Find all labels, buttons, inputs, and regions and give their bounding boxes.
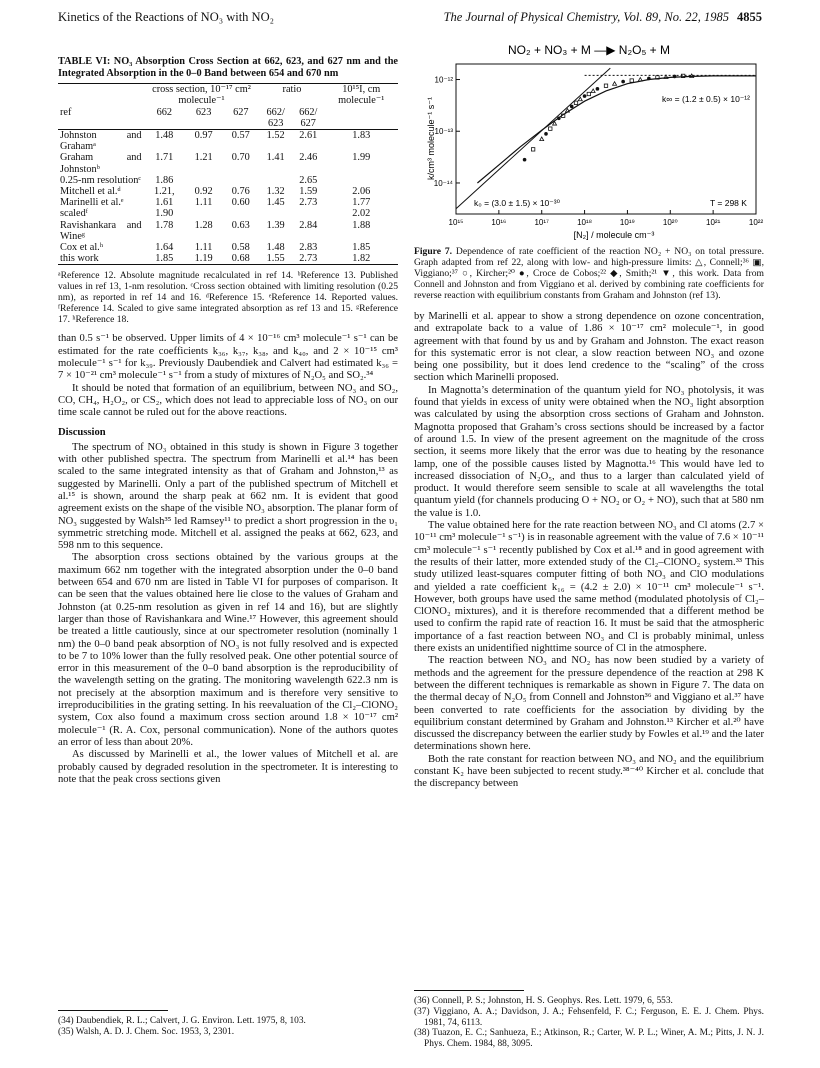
- data-point: [570, 105, 574, 109]
- figure-title: NO₂ + NO₃ + M —▶ N₂O₅ + M: [508, 43, 670, 57]
- x-tick-label: 10¹⁶: [491, 218, 507, 227]
- table-cell-ref: 0.25-nm resolutionᶜ: [60, 174, 141, 186]
- x-tick-label: 10¹⁸: [577, 218, 593, 227]
- table-cell-value: 1.45: [266, 197, 285, 209]
- table-cell-value: 1.59: [299, 186, 318, 198]
- data-point: [587, 92, 590, 95]
- table-cell-ref: scaledᶠ: [60, 208, 88, 220]
- table-caption: TABLE VI: NO₃ Absorption Cross Section at 662, 623, and 627 nm and the Integrated Absorption in the 0–0 Band between 654 and 670 nm: [58, 56, 398, 79]
- x-tick-label: 10²¹: [706, 218, 721, 227]
- data-point: [549, 127, 552, 130]
- table-cell-value: 0.76: [231, 186, 250, 198]
- running-header: [58, 10, 762, 26]
- table-row: [58, 208, 398, 219]
- table-head-integrated: 10¹⁵I, cm molecule⁻¹: [325, 84, 398, 107]
- table-cell-value: 1.99: [352, 152, 371, 164]
- footnote-rule-right: [414, 990, 524, 991]
- temperature-label: T = 298 K: [710, 198, 747, 208]
- header-journal-name: The Journal of Physical Chemistry, Vol. 89, No. 22, 1985: [443, 10, 729, 24]
- paragraph: In Magnotta’s determination of the quantum yield for NO₃ photolysis, it was found that yields in excess of unity were obtained when the NO₃ light absorption was calculated by using the absorption cross sections of Graham and Johnston. Magnotta proposed that Graham’s cross sections should be increased by a factor of around 1.5. In view of the present agreement on the magnitude of the cross section, it seems more likely that the error was due to heating by the resonance lamp, one of the possible causes listed by Magnotta.¹⁶ This would have led to increased dissociation of N₂O₅, and thus to a larger than calculated yield of product. It would therefore seem sensible to scale at all wavelengths the total quantum yield (for channels producing O + NO₂ or O₂ + NO), such that at 580 nm the value is 1.0.: [414, 384, 764, 519]
- table-cell-value: 2.83: [299, 242, 318, 254]
- data-point: [604, 84, 607, 87]
- k-zero-label: k₀ = (3.0 ± 1.5) × 10⁻³⁰: [474, 198, 561, 208]
- table-cell-value: 2.65: [299, 174, 318, 186]
- header-left-title: Kinetics of the Reactions of NO₃ with NO₂: [58, 10, 274, 24]
- table-row: [58, 197, 398, 208]
- table-cell-value: 1.71: [155, 152, 174, 164]
- y-axis-label: k/cm³ molecule⁻¹ s⁻¹: [426, 96, 436, 180]
- right-column: [414, 40, 764, 791]
- table-cell-value: [325, 175, 398, 186]
- table-row: [58, 220, 398, 242]
- table-cell-value: [259, 175, 292, 186]
- table-cell-ref: Marinelli et al.ᵉ: [60, 197, 124, 209]
- data-points: [523, 74, 694, 162]
- figure-7: [414, 40, 764, 240]
- table-cell-value: 0.92: [194, 186, 213, 198]
- table-head-col: 627: [222, 107, 259, 130]
- table-head-cross-section: cross section, 10⁻¹⁷ cm² molecule⁻¹: [144, 84, 260, 107]
- x-tick-label: 10²⁰: [662, 218, 678, 227]
- x-tick-label: 10¹⁵: [448, 218, 464, 227]
- table-cell-value: 1.19: [185, 253, 222, 265]
- paragraph: Both the rate constant for reaction between NO₃ and NO₂ and the equilibrium constant K₂ have been subjected to recent study.³⁸⁻⁴⁰ Kircher et al. conclude that the discrepancy between: [414, 753, 764, 790]
- data-point: [647, 77, 651, 81]
- table-vi: [58, 83, 398, 265]
- k-infinity-label: k∞ = (1.2 ± 0.5) × 10⁻¹²: [662, 94, 750, 104]
- table-cell-value: [222, 208, 259, 219]
- table-cell-value: 1.39: [266, 219, 285, 231]
- table-cell-value: 1.61: [155, 197, 174, 209]
- table-cell-value: 0.97: [194, 130, 213, 141]
- references-right: [414, 996, 764, 1050]
- table-cell-value: 2.73: [299, 197, 318, 209]
- table-cell-value: [185, 208, 222, 219]
- figure-caption: [414, 246, 764, 301]
- table-cell-value: 2.84: [299, 219, 318, 231]
- page-number: 4855: [737, 10, 762, 24]
- x-axis-label: [N₂] / molecule cm⁻³: [573, 230, 655, 240]
- table-cell-value: 1.21: [194, 152, 213, 164]
- table-cell-value: 1.48: [266, 242, 285, 254]
- table-cell-value: 0.60: [231, 197, 250, 209]
- table-cell-value: 1.21,: [154, 186, 175, 198]
- data-point: [523, 158, 527, 162]
- table-row: [58, 175, 398, 186]
- table-cell-value: 1.82: [325, 253, 398, 265]
- paragraph: The reaction between NO₃ and NO₂ has now been studied by a variety of methods and the agreement for the pressure dependence of the reaction at 298 K between the different techniques is remarkable as shown in Figure 7. The data on the thermal decay of N₂O₅ from Connell and Johnston³⁶ and Viggiano et al.³⁷ have been converted to rate coefficients for the association by dividing by the equilibrium constant determined by Graham and Johnston.¹³ Kircher et al.²⁰ have discussed the discrepancy between the earlier study by Fowles et al.¹⁹ and the later determinations shown here.: [414, 655, 764, 753]
- reference: (35) Walsh, A. D. J. Chem. Soc. 1953, 3, 2301.: [58, 1026, 235, 1037]
- table-cell-value: 1.88: [352, 219, 371, 231]
- figure-7-plot: [414, 40, 764, 240]
- table-cell-value: 1.11: [194, 242, 213, 254]
- y-tick-label: 10⁻¹²: [434, 75, 453, 85]
- header-journal: [444, 10, 762, 25]
- low-pressure-limit-line: [456, 68, 610, 209]
- table-head-col: 662/ 627: [292, 107, 325, 130]
- table-cell-value: 2.06: [352, 186, 371, 198]
- paragraph: The spectrum of NO₃ obtained in this study is shown in Figure 3 together with other published spectra. The spectrum from Marinelli et al.¹⁴ has been scaled to the same integrated intensity as that of Graham and Johnston,¹³ as suggested by Marinelli. Only a part of the published spectrum of Mitchell et al.¹⁵ is shown, around the sharp peak at 662 nm. It is evident that good agreement exists on the shape of the visible NO₃ absorption. The planar form of NO₃ suggested by Walsh³⁵ led Ramsey¹¹ to predict a short progression in the υ₁ symmetric stretching mode. Mitchell et al. assigned the peaks at 662, 623, and 598 nm to this sequence.: [58, 441, 398, 552]
- table-cell-ref: Johnston and Grahamᵃ: [60, 130, 142, 153]
- table-cell-ref: Mitchell et al.ᵈ: [60, 186, 121, 198]
- section-heading-discussion: Discussion: [58, 426, 106, 438]
- table-cell-value: 1.85: [352, 242, 371, 254]
- y-tick-label: 10⁻¹³: [434, 127, 453, 137]
- table-cell-value: 1.85: [144, 253, 185, 265]
- table-cell-ref: Ravishankara and Wineᵍ: [60, 219, 142, 242]
- data-point: [540, 137, 544, 141]
- data-point: [531, 148, 534, 151]
- paragraph: It should be noted that formation of an equilibrium, between NO₃ and SO₂, CO, CH₄, H₂O₂, or CS₂, which does not lead to appreciable loss of NO₃ on our time scale cannot be ruled out for the above reactions.: [58, 382, 398, 419]
- table-cell-value: 1.11: [194, 197, 213, 209]
- reference: (38) Tuazon, E. C.; Sanhueza, E.; Atkinson, R.; Carter, W. P. L.; Winer, A. M.; Pitts, J. N. J. Phys. Chem. 1984, 88, 3095.: [414, 1028, 764, 1050]
- fit-curve: [477, 76, 756, 183]
- x-tick-group: [449, 210, 764, 227]
- table-cell-value: [292, 208, 325, 219]
- paragraph: by Marinelli et al. appear to show a strong dependence on ozone concentration, and extrapolate back to a value of 1.86 × 10⁻¹⁷ cm² molecule⁻¹, in good agreement with that found by us and by Graham and Johnston. The exact reason for this systematic error is not clear, a slow reaction between NO₃ and ozone being one possibility, but it does lend credence to the “scaling” of the cross section which Marinelli proposed.: [414, 311, 764, 384]
- data-point: [574, 101, 577, 104]
- data-point: [544, 132, 548, 136]
- table-cell-ref: Cox et al.ʰ: [60, 242, 104, 254]
- table-cell-value: 0.58: [231, 242, 250, 254]
- fit-lines: [456, 68, 756, 209]
- table-cell-value: [222, 175, 259, 186]
- table-cell-value: 0.70: [231, 152, 250, 164]
- table-row: [58, 130, 398, 153]
- table-cell-value: 2.02: [352, 208, 371, 220]
- data-point: [630, 79, 633, 82]
- table-cell-value: 2.46: [299, 152, 318, 164]
- data-point: [557, 117, 561, 121]
- x-tick-label: 10¹⁷: [534, 218, 549, 227]
- footnote-rule-left: [58, 1010, 168, 1011]
- x-tick-label: 10¹⁹: [619, 218, 635, 227]
- reference: (34) Daubendiek, R. L.; Calvert, J. G. Environ. Lett. 1975, 8, 103.: [58, 1016, 306, 1026]
- paragraph: As discussed by Marinelli et al., the lower values of Mitchell et al. are probably caused by degraded resolution in the spectrometer. It is interesting to note that the peak cross sections given: [58, 749, 398, 785]
- table-cell-value: 1.90: [155, 208, 174, 220]
- reference: (36) Connell, P. S.; Johnston, H. S. Geophys. Res. Lett. 1979, 6, 553.: [414, 996, 673, 1006]
- y-tick-label: 10⁻¹⁴: [433, 178, 453, 188]
- table-cell-value: 1.55: [259, 253, 292, 265]
- table-cell-value: 1.41: [266, 152, 285, 164]
- table-cell-value: [185, 175, 222, 186]
- data-point: [596, 87, 600, 91]
- table-cell-value: [259, 208, 292, 219]
- table-cell-value: 0.57: [231, 130, 250, 141]
- table-cell-value: 1.78: [155, 219, 174, 231]
- table-head-ratio: ratio: [259, 84, 324, 107]
- plot-frame: [456, 64, 756, 214]
- table-cell-value: 1.48: [155, 130, 174, 141]
- table-cell-value: 2.73: [292, 253, 325, 265]
- table-row: [58, 242, 398, 253]
- paragraph: The absorption cross sections obtained by the various groups at the maximum 662 nm together with the integrated absorption under the 0–0 band between 654 and 670 nm are listed in Table VI for purposes of comparison. It can be seen that the values obtained here lie close to the values of Graham and Johnston (at 0.25-nm resolution as given in ref 14 and 16), but are slightly larger than those of Ravishankara and Wine.¹⁷ However, this agreement should be treated a little cautiously, since at our spectrometer resolution (nominally 1 nm) the 0–0 band peak absorption of NO₃ is not fully resolved and is expected to be 7 to 10% lower than the fully resolved peak. One other potential source of error in this measurement of the 0–0 band absorption is the reproducibility of the wavelength setting on the grating. The monitoring wavelength 622.3 nm is not precisely at the absorption maximum and is therefore very sensitive to irreproducibilities in the grating setting. In his reevaluation of the Cl₂–ClONO₂ system, Cox also found a maximum cross section around 1.8 × 10⁻¹⁷ cm² molecule⁻¹ (R. A. Cox, personal communication). None of the authors quotes an error of less than about 20%.: [58, 552, 398, 748]
- table-cell-ref: Graham and Johnstonᵇ: [60, 152, 142, 175]
- data-point: [578, 97, 582, 101]
- table-cell-value: 1.32: [266, 186, 285, 198]
- figure-caption-text: Dependence of rate coefficient of the reaction NO₂ + NO₃ on total pressure. Graph adapted from ref 22, along with low- and high-pressure limits: △, Connell;³⁶ ▣, Viggiano;³⁷ ○, Kircher;²⁰ ●, Croce de Cobos;²² ◆, Smith;²¹ ▼, this work. Data from Connell and Johnston and from Viggiano et al. derived by combining rate coefficients for reverse reaction with equilibrium constants from Graham and Johnston (ref 13).: [414, 246, 764, 301]
- data-point: [583, 94, 587, 98]
- table-cell-value: 1.64: [155, 242, 174, 254]
- table-cell-value: 2.61: [299, 130, 318, 141]
- table-cell-value: 1.28: [194, 219, 213, 231]
- x-tick-label: 10²²: [748, 218, 764, 227]
- reference: (37) Viggiano, A. A.; Davidson, J. A.; Fehsenfeld, F. C.; Ferguson, E. E. J. Chem. Phys. 1981, 74, 6113.: [414, 1006, 764, 1028]
- table-cell-value: 1.77: [352, 197, 371, 209]
- figure-caption-label: Figure 7.: [414, 246, 453, 257]
- table-cell-value: 1.52: [266, 130, 285, 141]
- table-cell-value: 0.68: [222, 253, 259, 265]
- data-point: [591, 89, 595, 93]
- table-head-col: 662: [144, 107, 185, 130]
- paragraph: than 0.5 s⁻¹ be observed. Upper limits of 4 × 10⁻¹⁶ cm³ molecule⁻¹ s⁻¹ can be estimated for the rate coefficients k₃₆, k₃₇, k₃₈, and k₄₀, and 2 × 10⁻¹⁵ cm³ molecule⁻¹ s⁻¹ for k₃₉. Previously Daubendiek and Calvert had estimated k₃₆ = 7 × 10⁻²¹ cm³ molecule⁻¹ s⁻¹ from a study of mixtures of N₂O₅ and SO₂.³⁴: [58, 333, 398, 382]
- data-point: [673, 75, 677, 79]
- table-cell-value: 1.83: [352, 130, 371, 141]
- table-cell-ref: this work: [58, 253, 144, 265]
- table-row: [58, 186, 398, 197]
- references-left: [58, 1016, 398, 1038]
- left-column: [58, 56, 398, 786]
- data-point: [613, 82, 617, 86]
- table-row: [58, 152, 398, 174]
- table-head-col: 662/ 623: [259, 107, 292, 130]
- table-row: [58, 253, 398, 265]
- table-head-ref: ref: [58, 107, 144, 130]
- table-head-col: 623: [185, 107, 222, 130]
- table-cell-value: 1.86: [155, 174, 174, 186]
- table-cell-value: 0.63: [231, 219, 250, 231]
- data-point: [621, 80, 625, 84]
- table-footnotes: ᵃReference 12. Absolute magnitude recalculated in ref 14. ᵇReference 13. Published values in ref 13, 1-nm resolution. ᶜCross section obtained with limiting resolution (0.25 nm), as reported in ref 14 and 16. ᵈReference 15. ᵉReference 14. Reported values. ᶠReference 14. Scaled to give same integrated absorption as ref 13 and 15. ᵍReference 17. ʰReference 18.: [58, 270, 398, 326]
- paragraph: The value obtained here for the rate reaction between NO₃ and Cl atoms (2.7 × 10⁻¹¹ cm³ molecule⁻¹ s⁻¹) is in reasonable agreement with the value of 7.6 × 10⁻¹¹ cm³ molecule⁻¹ s⁻¹ recently published by Cox et al.¹⁸ and in good agreement with the results of their latter, more extended study of the Cl₂–ClONO₂ system.³³ This study utilized least-squares computer fitting of both NO₃ and ClO modulations and yielded a rate coefficient k₁₆ = (4.2 ± 2.0) × 10⁻¹¹ cm³ molecule⁻¹ s⁻¹. However, both groups have used the same method (modulated photolysis of Cl₂–ClONO₂ mixtures), and it is therefore recommended that a different method be used to confirm the rapid rate of reaction 16. It must be said that the atmospheric importance of a fast reaction between NO₃ and Cl is probably minimal, unless there exists an unidentified nighttime source of Cl in the atmosphere.: [414, 520, 764, 655]
